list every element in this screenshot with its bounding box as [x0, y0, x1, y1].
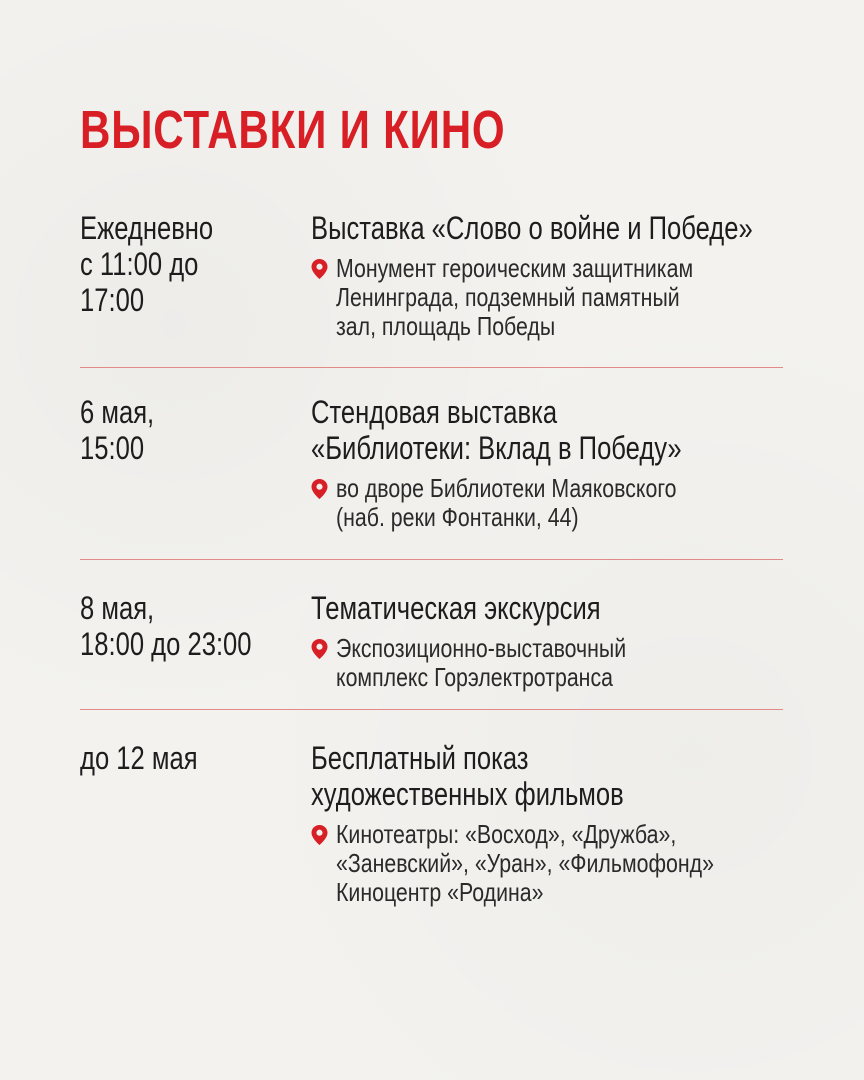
- event-location-text: Экспозиционно-выставочный комплекс Горэлектротранса: [336, 633, 627, 692]
- map-pin-icon: [311, 259, 328, 279]
- event-location: [311, 254, 783, 341]
- event-item: [80, 710, 783, 910]
- event-body: [311, 210, 783, 367]
- event-location: [311, 634, 783, 692]
- event-date: 6 мая, 15:00: [80, 394, 155, 466]
- event-title: Выставка «Слово о войне и Победе»: [311, 210, 753, 246]
- events-list: [80, 210, 783, 910]
- event-title: Бесплатный показ художественных фильмов: [311, 740, 624, 812]
- event-item: [80, 560, 783, 710]
- event-body: [311, 590, 783, 709]
- event-date: Ежедневно с 11:00 до 17:00: [80, 210, 214, 318]
- event-body: [311, 394, 783, 559]
- page-title: ВЫСТАВКИ И КИНО: [80, 100, 506, 160]
- event-title: Стендовая выставка «Библиотеки: Вклад в Победу»: [311, 394, 682, 466]
- event-date: 8 мая, 18:00 до 23:00: [80, 590, 252, 662]
- event-location: [311, 820, 783, 907]
- event-item: [80, 210, 783, 368]
- event-location: [311, 474, 783, 532]
- map-pin-icon: [311, 825, 328, 845]
- event-date: до 12 мая: [80, 740, 198, 776]
- event-location-text: Монумент героическим защитникам Ленинграда, подземный памятный зал, площадь Победы: [336, 253, 694, 341]
- map-pin-icon: [311, 479, 328, 499]
- event-location-text: Кинотеатры: «Восход», «Дружба», «Заневский», «Уран», «Фильмофонд» Киноцентр «Родина»: [336, 819, 714, 907]
- event-body: [311, 740, 783, 910]
- event-title: Тематическая экскурсия: [311, 590, 601, 626]
- map-pin-icon: [311, 639, 328, 659]
- event-item: [80, 368, 783, 560]
- event-location-text: во дворе Библиотеки Маяковского (наб. реки Фонтанки, 44): [336, 473, 677, 532]
